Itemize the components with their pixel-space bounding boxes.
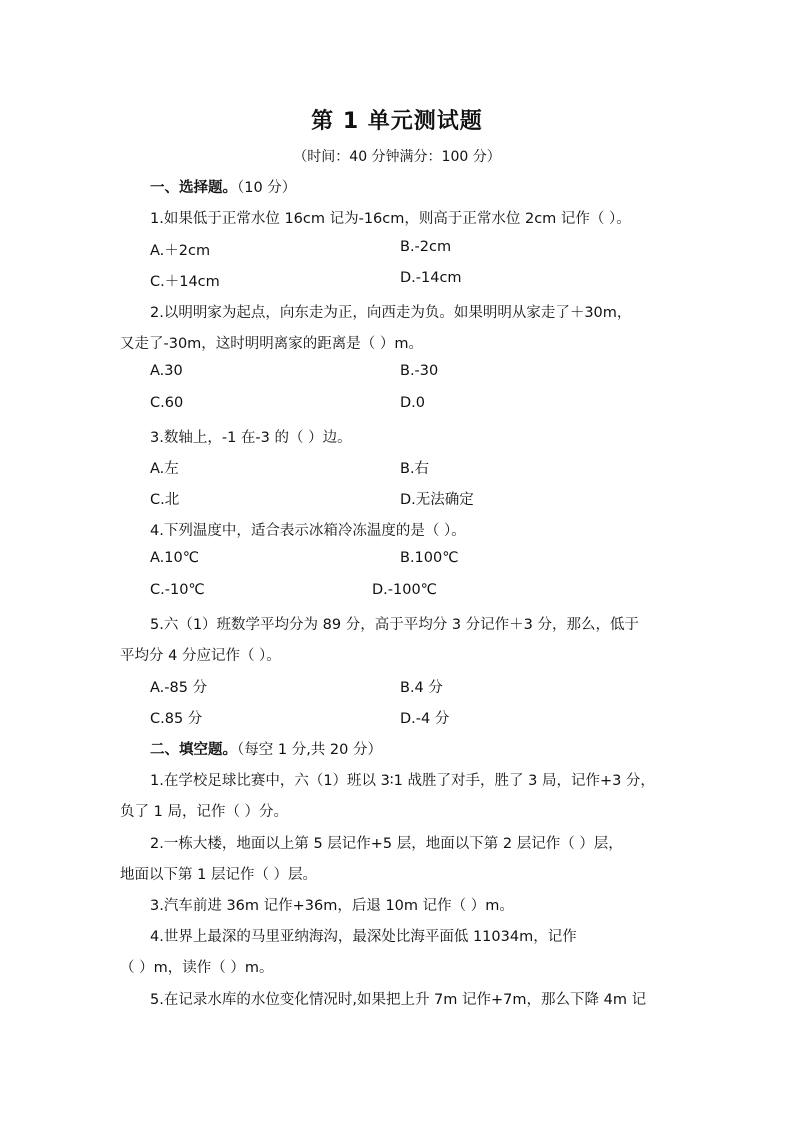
s2-q1-line1: 1.在学校足球比赛中，六（1）班以 3∶1 战胜了对手，胜了 3 局，记作+3 分， [150, 773, 655, 789]
section2-heading: 二、填空题。 [150, 742, 237, 758]
s1-q4-option-a: A.10℃ [150, 550, 200, 566]
s2-q4-line2: （ ）m，读作（ ）m。 [120, 960, 274, 976]
s1-q3-option-c: C.北 [150, 492, 180, 508]
s1-q3-option-a: A.左 [150, 461, 179, 477]
s1-q2-option-a: A.30 [150, 363, 183, 379]
s1-q5-option-d: D.-4 分 [400, 711, 450, 727]
section2-score: （每空 1 分,共 20 分） [237, 742, 382, 758]
s2-q5-line1: 5.在记录水库的水位变化情况时,如果把上升 7m 记作+7m，那么下降 4m 记 [150, 992, 647, 1008]
s1-q1-option-c: C.＋14cm [150, 274, 220, 290]
section1-heading: 一、选择题。 [150, 180, 237, 196]
s1-q2-option-d: D.0 [400, 395, 425, 411]
s1-q5-option-a: A.-85 分 [150, 680, 208, 696]
s1-q1-option-a: A.＋2cm [150, 243, 211, 259]
section1-score: （10 分） [237, 180, 297, 196]
section1-header [150, 176, 296, 197]
s1-q1-text: 1.如果低于正常水位 16cm 记为-16cm，则高于正常水位 2cm 记作（ ）。 [150, 211, 631, 227]
s1-q4-option-c: C.-10℃ [150, 582, 205, 598]
s1-q4-text: 4.下列温度中，适合表示冰箱冷冻温度的是（ ）。 [150, 523, 466, 539]
s1-q3-option-d: D.无法确定 [400, 492, 474, 508]
s1-q2-line1: 2.以明明家为起点，向东走为正，向西走为负。如果明明从家走了＋30m， [150, 305, 632, 321]
s2-q3-text: 3.汽车前进 36m 记作+36m，后退 10m 记作（ ）m。 [150, 898, 514, 914]
s1-q2-line2: 又走了-30m，这时明明离家的距离是（ ）m。 [120, 336, 424, 352]
s1-q1-option-d: D.-14cm [400, 270, 462, 286]
s2-q2-line2: 地面以下第 1 层记作（ ）层。 [120, 867, 318, 883]
page-subtitle: （时间：40 分钟满分：100 分） [293, 149, 501, 165]
s1-q3-option-b: B.右 [400, 461, 430, 477]
s2-q4-line1: 4.世界上最深的马里亚纳海沟，最深处比海平面低 11034m，记作 [150, 929, 577, 945]
s1-q4-option-b: B.100℃ [400, 550, 459, 566]
page-title: 第 1 单元测试题 [311, 109, 483, 134]
s1-q2-option-c: C.60 [150, 395, 184, 411]
s1-q5-line1: 5.六（1）班数学平均分为 89 分，高于平均分 3 分记作＋3 分，那么，低于 [150, 617, 640, 633]
s1-q3-text: 3.数轴上，-1 在-3 的（ ）边。 [150, 430, 352, 446]
s2-q1-line2: 负了 1 局，记作（ ）分。 [120, 804, 289, 820]
s1-q5-option-c: C.85 分 [150, 711, 203, 727]
s1-q2-option-b: B.-30 [400, 363, 439, 379]
s1-q4-option-d: D.-100℃ [372, 582, 437, 598]
section2-header [150, 738, 382, 759]
s1-q5-line2: 平均分 4 分应记作（ ）。 [120, 648, 281, 664]
s1-q1-option-b: B.-2cm [400, 239, 452, 255]
s1-q5-option-b: B.4 分 [400, 680, 443, 696]
s2-q2-line1: 2.一栋大楼，地面以上第 5 层记作+5 层，地面以下第 2 层记作（ ）层， [150, 836, 623, 852]
